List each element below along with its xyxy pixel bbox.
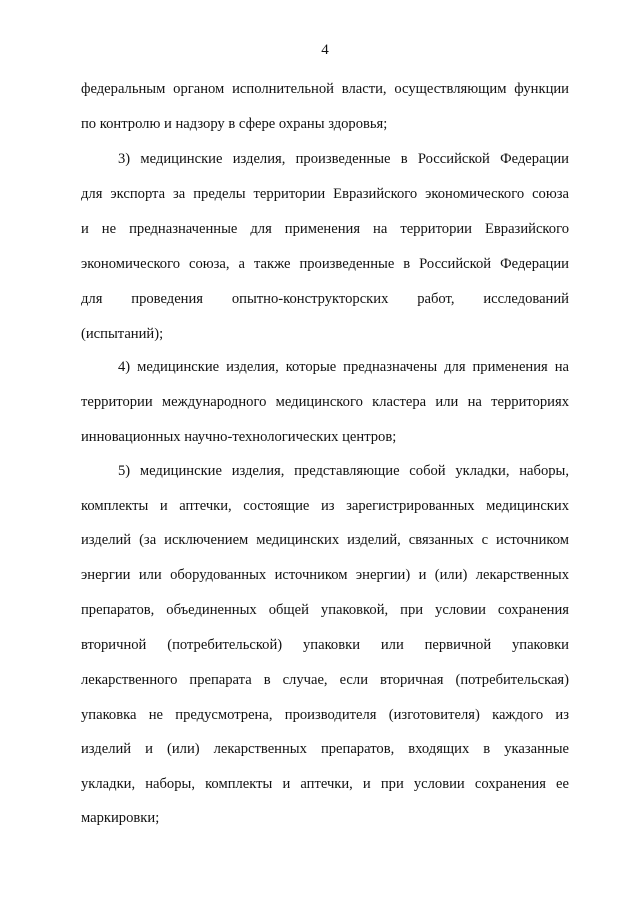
text-line: федеральным органом исполнительной власти, осуществляющим функции <box>81 81 569 97</box>
text-line: инновационных научно-технологических центров; <box>81 429 397 445</box>
text-line: комплекты и аптечки, состоящие из зарегистрированных медицинских <box>81 498 569 514</box>
text-line: (испытаний); <box>81 326 164 342</box>
text-line: изделий и (или) лекарственных препаратов, входящих в указанные <box>81 741 569 757</box>
text-line: препаратов, объединенных общей упаковкой, при условии сохранения <box>81 602 569 618</box>
text-line: вторичной (потребительской) упаковки или первичной упаковки <box>81 637 569 653</box>
text-line: маркировки; <box>81 810 160 826</box>
text-line: упаковка не предусмотрена, производителя (изготовителя) каждого из <box>81 707 569 723</box>
text-line: 3) медицинские изделия, произведенные в Российской Федерации <box>118 151 569 167</box>
text-line: энергии или оборудованных источником энергии) и (или) лекарственных <box>81 567 569 583</box>
text-line: лекарственного препарата в случае, если вторичная (потребительская) <box>81 672 569 688</box>
text-line: территории международного медицинского кластера или на территориях <box>81 394 569 410</box>
text-line: 5) медицинские изделия, представляющие собой укладки, наборы, <box>118 463 569 479</box>
text-line: экономического союза, а также произведенные в Российской Федерации <box>81 256 569 272</box>
text-line: укладки, наборы, комплекты и аптечки, и при условии сохранения ее <box>81 776 569 792</box>
text-line: для проведения опытно-конструкторских работ, исследований <box>81 291 569 307</box>
text-line: для экспорта за пределы территории Евразийского экономического союза <box>81 186 569 202</box>
text-line: и не предназначенные для применения на территории Евразийского <box>81 221 569 237</box>
text-line: 4) медицинские изделия, которые предназначены для применения на <box>118 359 569 375</box>
text-line: по контролю и надзору в сфере охраны здоровья; <box>81 116 388 132</box>
text-line: изделий (за исключением медицинских изделий, связанных с источником <box>81 532 569 548</box>
page-number: 4 <box>321 42 329 58</box>
